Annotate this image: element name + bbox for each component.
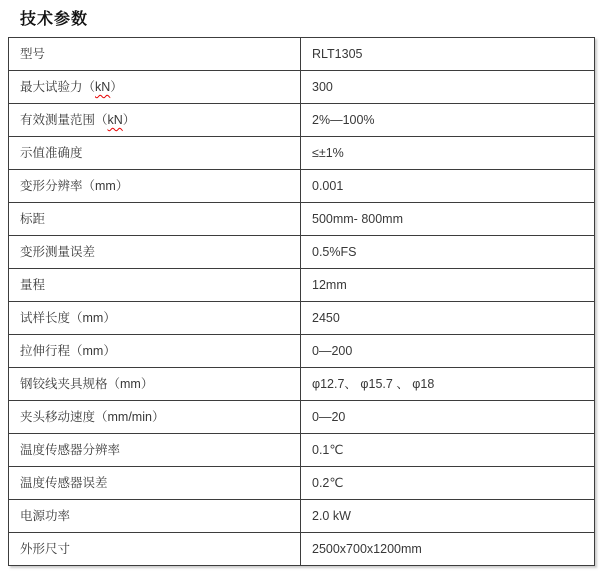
param-label: 变形测量误差 [9,236,301,269]
param-value: RLT1305 [301,38,595,71]
param-label: 型号 [9,38,301,71]
param-label: 温度传感器分辨率 [9,434,301,467]
table-row [9,434,595,467]
param-value: 2450 [301,302,595,335]
param-label: 温度传感器误差 [9,467,301,500]
param-label: 拉伸行程（mm） [9,335,301,368]
table-row [9,137,595,170]
table-row [9,38,595,71]
table-row [9,335,595,368]
table-row [9,533,595,566]
param-label: 电源功率 [9,500,301,533]
param-label: 示值准确度 [9,137,301,170]
param-value: 2500x700x1200mm [301,533,595,566]
table-row [9,467,595,500]
param-value: 0.1℃ [301,434,595,467]
spellcheck-underline: kN [95,79,111,94]
param-label: 量程 [9,269,301,302]
param-value: φ12.7、 φ15.7 、 φ18 [301,368,595,401]
param-value: ≤±1% [301,137,595,170]
page-title: 技术参数 [20,11,89,28]
param-value: 0.5%FS [301,236,595,269]
param-value: 500mm- 800mm [301,203,595,236]
param-label: 变形分辨率（mm） [9,170,301,203]
param-label: 标距 [9,203,301,236]
param-value: 0—20 [301,401,595,434]
param-label: 最大试验力（kN） [9,71,301,104]
param-value: 12mm [301,269,595,302]
param-value: 2.0 kW [301,500,595,533]
table-row [9,302,595,335]
table-row [9,401,595,434]
param-label: 试样长度（mm） [9,302,301,335]
param-value: 0.2℃ [301,467,595,500]
table-row [9,104,595,137]
table-row [9,71,595,104]
param-label: 有效测量范围（kN） [9,104,301,137]
param-value: 0—200 [301,335,595,368]
table-row [9,236,595,269]
param-value: 0.001 [301,170,595,203]
param-label: 钢铰线夹具规格（mm） [9,368,301,401]
param-label: 外形尺寸 [9,533,301,566]
spec-table [8,37,595,566]
table-row [9,368,595,401]
param-label: 夹头移动速度（mm/min） [9,401,301,434]
table-row [9,203,595,236]
table-row [9,500,595,533]
spec-table-body [9,38,595,566]
spellcheck-underline: kN [107,112,123,127]
param-value: 2%—100% [301,104,595,137]
table-row [9,269,595,302]
param-value: 300 [301,71,595,104]
table-row [9,170,595,203]
